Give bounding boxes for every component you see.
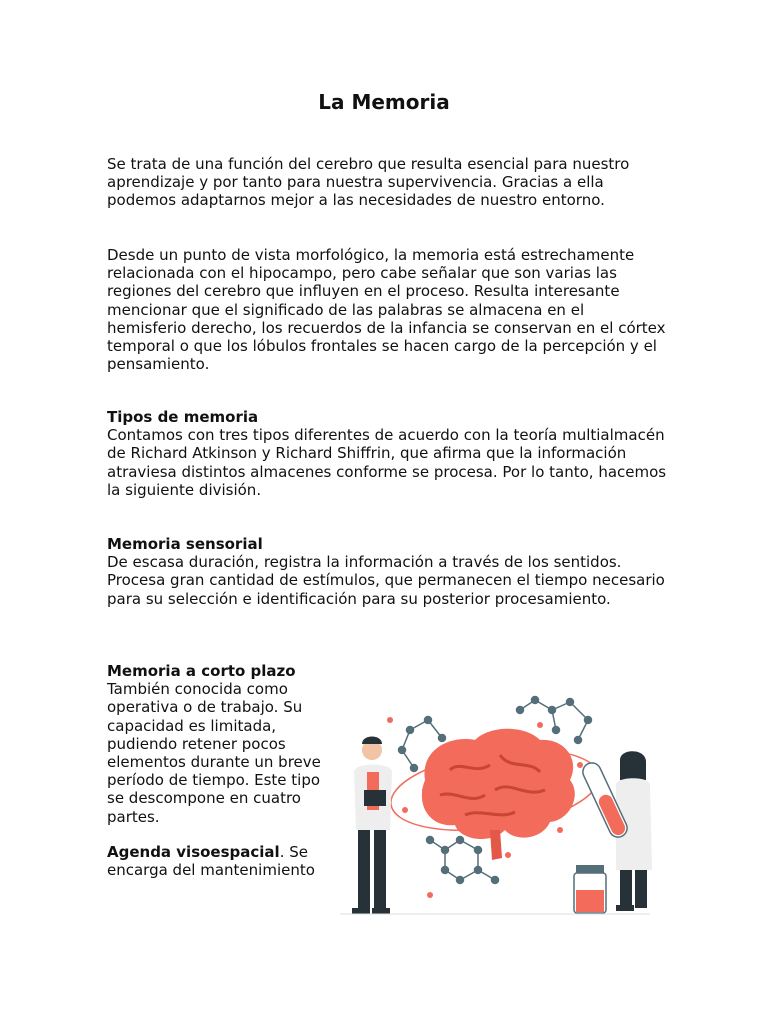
short-term-body: También conocida como operativa o de trabajo. Su capacidad es limitada, pudiendo retener pocos elementos durante un breve período de tiempo. Este tipo se descompone en cuatro partes.: [107, 680, 321, 826]
types-heading: Tipos de memoria: [107, 408, 259, 426]
memory-illustration: [330, 680, 660, 930]
short-term-heading: Memoria a corto plazo: [107, 662, 296, 680]
sensory-body: De escasa duración, registra la información a través de los sentidos. Procesa gran cantidad de estímulos, que permanecen el tiempo necesario para su selección e identificación para su posterior procesamiento.: [107, 553, 665, 608]
brain-icon: [386, 729, 605, 860]
types-body: Contamos con tres tipos diferentes de acuerdo con la teoría multialmacén de Richard Atkinson y Richard Shiffrin, que afirma que la información atraviesa distintos almacenes conforme se procesa. Por lo tanto, hacemos la siguiente división.: [107, 426, 667, 499]
sensory-heading: Memoria sensorial: [107, 535, 263, 553]
jar-icon: [574, 865, 606, 913]
visuospatial-heading: Agenda visoespacial: [107, 843, 280, 861]
intro-paragraph: Se trata de una función del cerebro que resulta esencial para nuestro aprendizaje y por tanto para nuestra supervivencia. Gracias a ella podemos adaptarnos mejor a las necesidades de nuestro entorno.: [107, 155, 630, 210]
visuospatial-section: [107, 843, 322, 879]
morphology-paragraph: Desde un punto de vista morfológico, la memoria está estrechamente relacionada con el hipocampo, pero cabe señalar que son varias las regiones del cerebro que influyen en el proceso. Resulta interesante mencionar que el significado de las palabras se almacena en el hemisferio derecho, los recuerdos de la infancia se conservan en el córtex temporal o que los lóbulos frontales se hacen cargo de la percepción y el pensamiento.: [107, 246, 666, 374]
visuospatial-body: . Se encarga del mantenimiento: [107, 843, 315, 880]
sensory-section: [107, 535, 667, 608]
page-title: La Memoria: [318, 90, 450, 114]
short-term-section: [107, 662, 322, 826]
scientist-man-icon: [352, 737, 392, 915]
types-section: [107, 408, 667, 499]
